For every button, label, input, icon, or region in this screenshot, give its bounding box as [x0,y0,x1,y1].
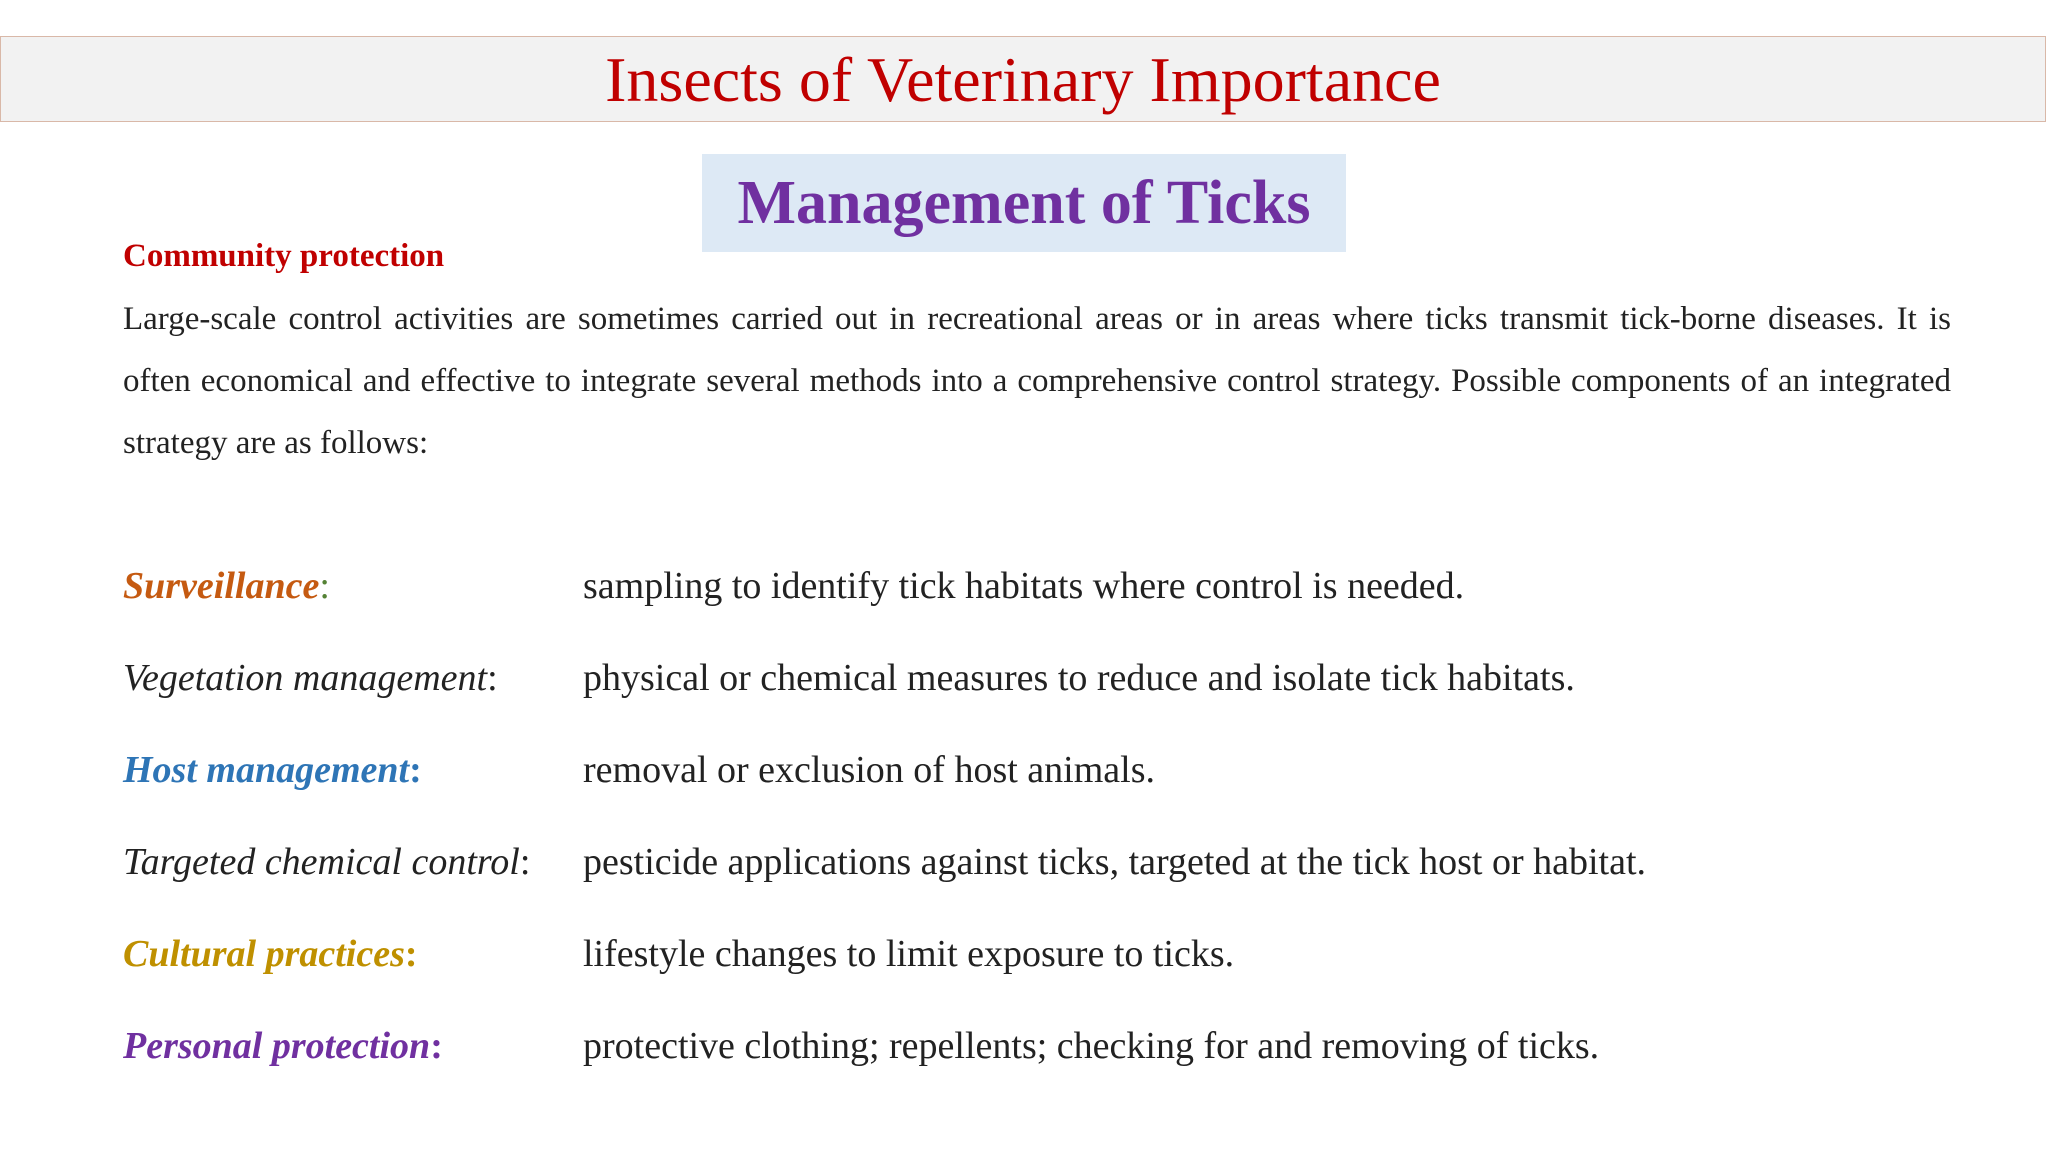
subtitle-box [702,154,1346,252]
component-term-colon: : [404,933,418,975]
component-term-colon: : [519,841,531,883]
component-term [123,935,583,973]
component-description: physical or chemical measures to reduce and isolate tick habitats. [583,657,1575,699]
component-term [123,1027,583,1065]
list-item [123,632,1951,724]
component-term-colon: : [487,657,498,699]
section-heading: Community protection [123,238,445,274]
component-term-colon: : [430,1025,443,1067]
component-term-label: Surveillance [123,565,320,607]
component-description: protective clothing; repellents; checking for and removing of ticks. [583,1025,1600,1067]
component-term-colon: : [319,565,330,607]
component-term [123,567,583,605]
component-term-colon: : [409,749,422,791]
component-term [123,843,583,881]
strategy-components-list [123,540,1951,1092]
component-term [123,751,583,789]
component-description: sampling to identify tick habitats where control is needed. [583,565,1465,607]
component-description: lifestyle changes to limit exposure to ticks. [583,933,1235,975]
component-description: removal or exclusion of host animals. [583,749,1155,791]
list-item [123,540,1951,632]
slide-title: Insects of Veterinary Importance [605,44,1441,115]
intro-paragraph: Large-scale control activities are sometimes carried out in recreational areas or in areas where ticks transmit tick-borne diseases. It is often economical and effective to integrate several methods into a comprehensive control strategy. Possible components of an integrated strategy are as follows: [123,301,1951,461]
list-item [123,816,1951,908]
list-item [123,1000,1951,1092]
list-item [123,908,1951,1000]
component-term-label: Cultural practices [123,933,405,975]
component-term [123,659,583,697]
title-bar [0,36,2046,122]
slide-subtitle: Management of Ticks [737,169,1311,237]
component-description: pesticide applications against ticks, targeted at the tick host or habitat. [583,841,1646,883]
component-term-label: Vegetation management [123,657,488,699]
component-term-label: Personal protection [123,1025,431,1067]
list-item [123,724,1951,816]
component-term-label: Targeted chemical control [123,841,520,883]
component-term-label: Host management [123,749,410,791]
